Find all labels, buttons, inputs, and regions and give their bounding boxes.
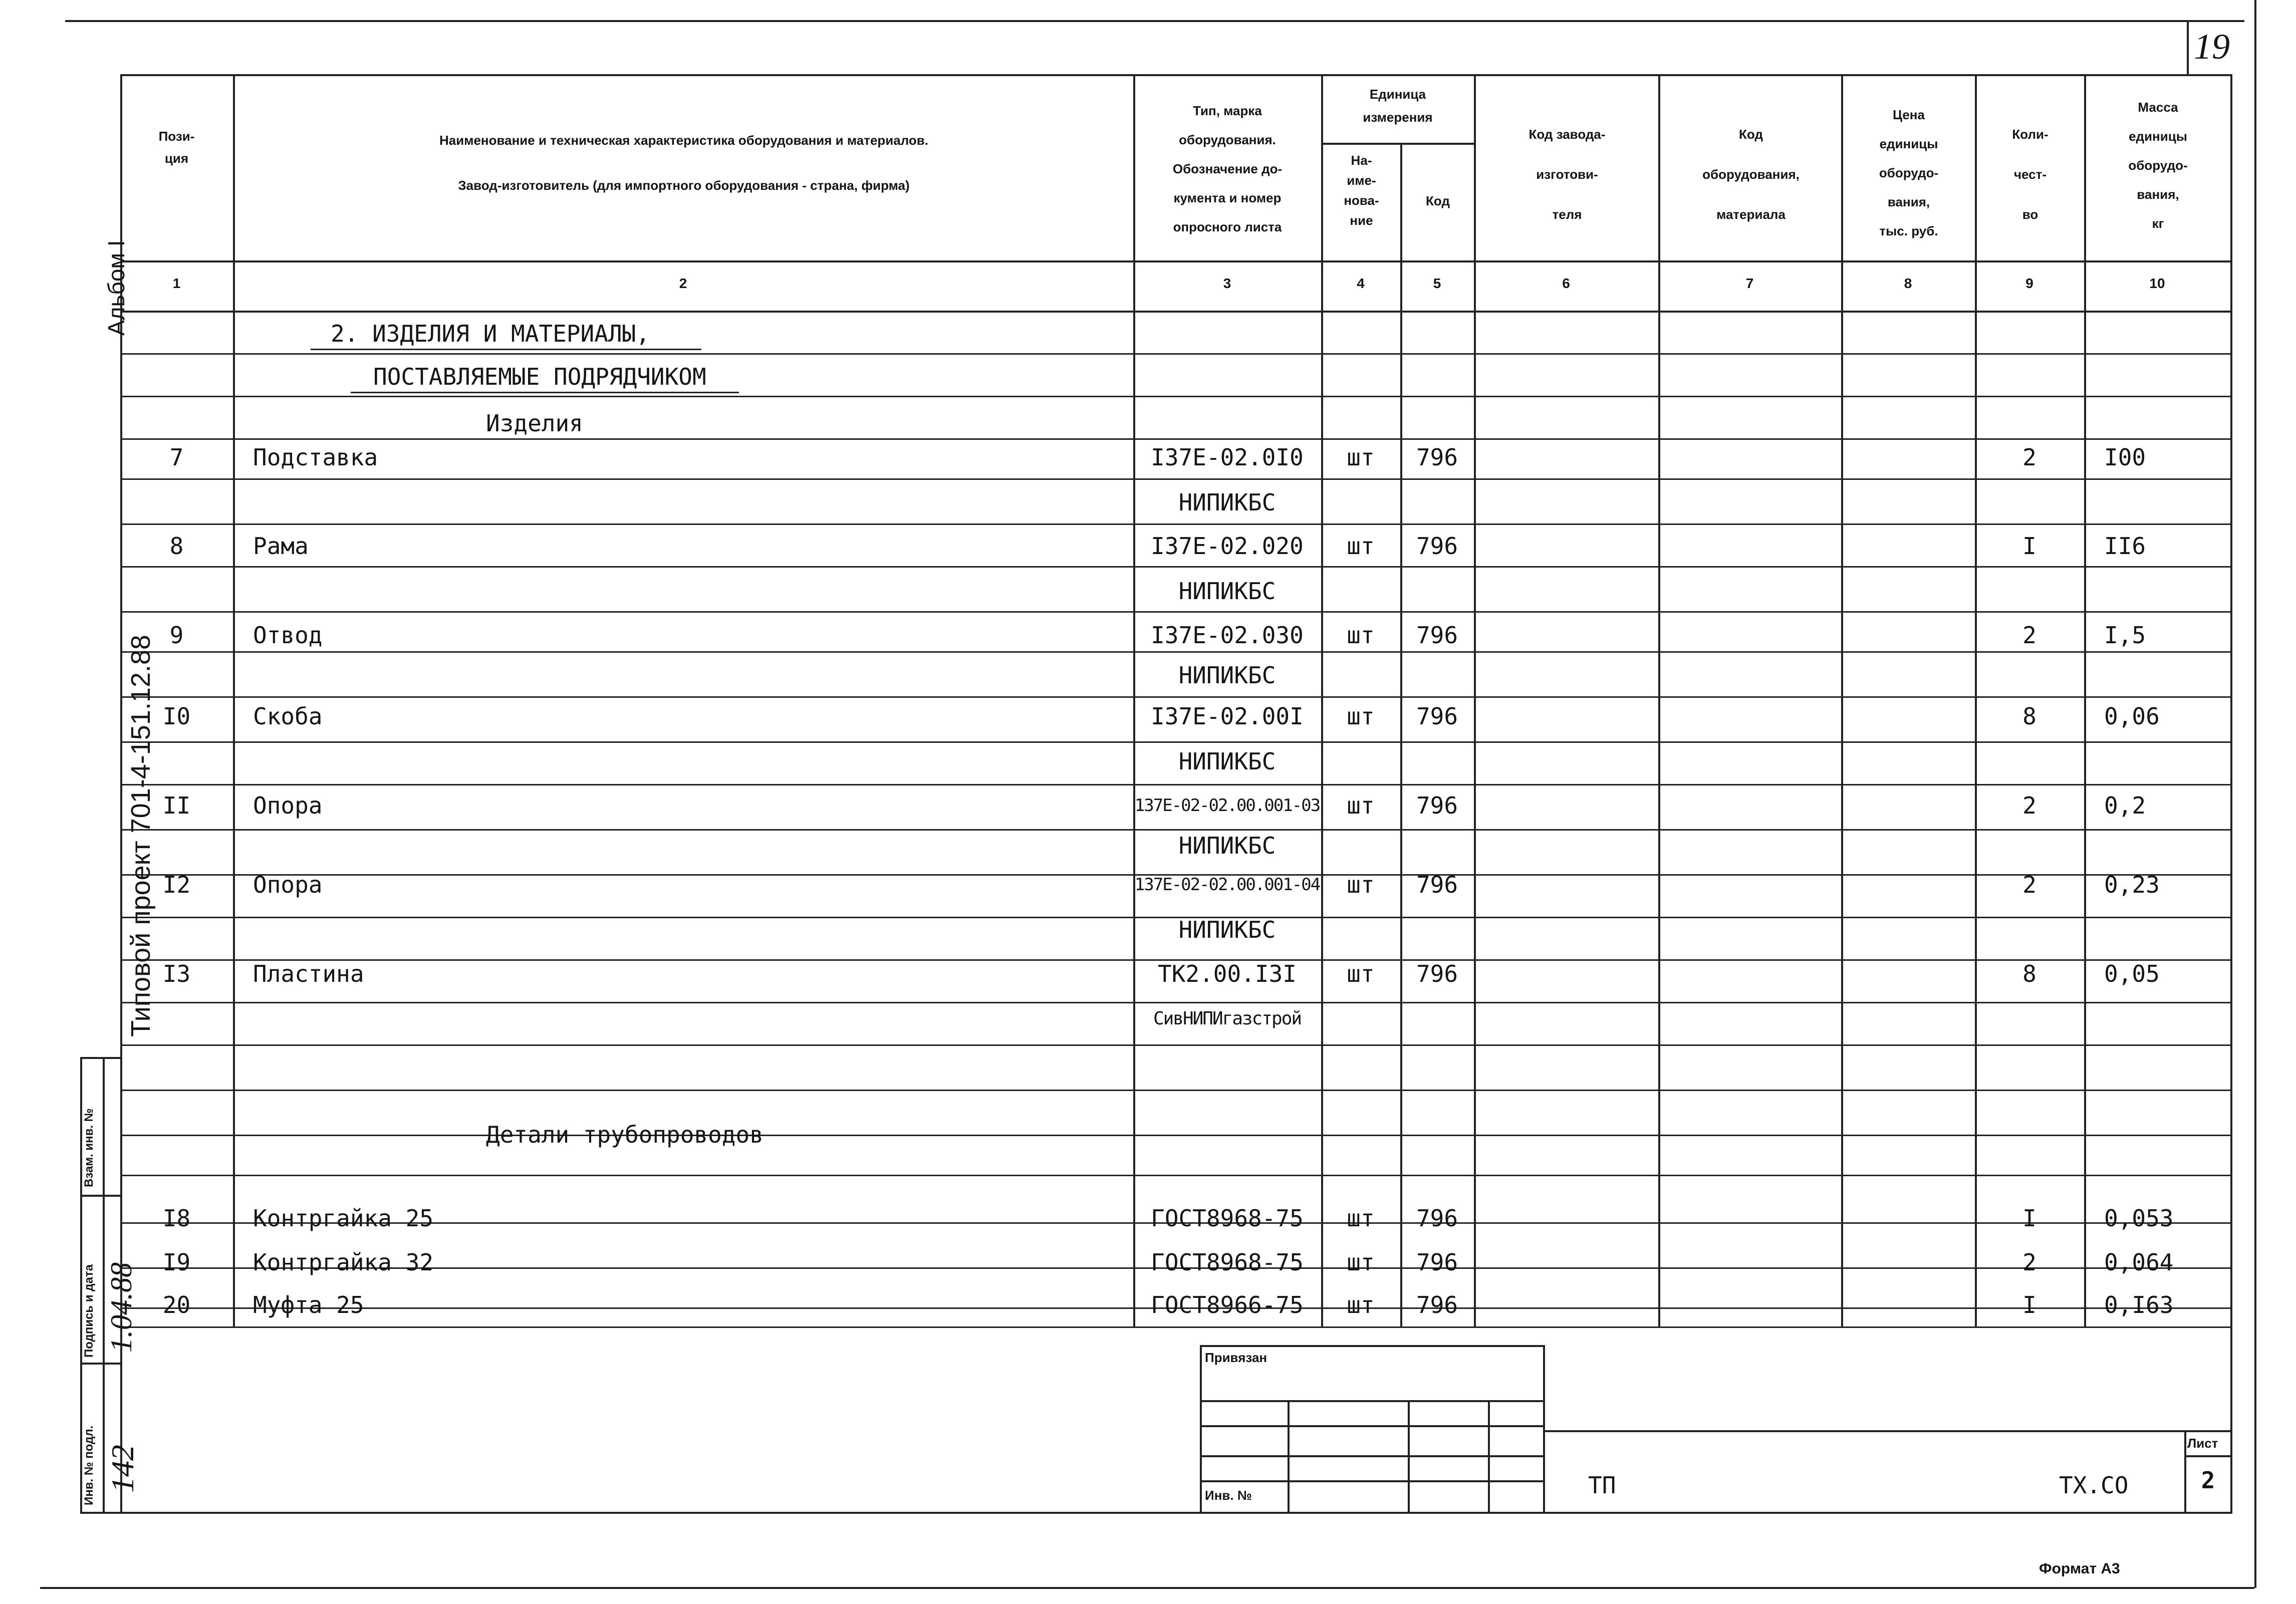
item-row-pos: 7 — [169, 444, 184, 471]
item-row-name: Отвод — [253, 622, 323, 649]
header-unit-name: На- име- нова- ние — [1344, 153, 1379, 228]
col-number: 6 — [1562, 276, 1570, 291]
inv-orig-value: 142 — [105, 1445, 140, 1493]
item-row-code: 796 — [1416, 871, 1458, 898]
item-row-pos: 8 — [169, 532, 184, 560]
item-row-unit: шт — [1347, 703, 1375, 730]
table-row-line — [120, 523, 2232, 525]
item-row-mass: II6 — [2104, 532, 2146, 560]
part-row-unit: шт — [1347, 1205, 1375, 1232]
item-row-designation: ТК2.00.I3I — [1158, 960, 1297, 987]
section-subtitle-items: Изделия — [486, 410, 583, 437]
page-number: 19 — [2194, 27, 2230, 67]
item-row-name: Скоба — [253, 703, 323, 730]
item-row-qty: I — [2022, 532, 2036, 560]
part-row-name: Контргайка 25 — [253, 1205, 434, 1232]
item-row-mass: 0,05 — [2104, 960, 2160, 987]
stamp-tp: ТП — [1588, 1472, 1616, 1499]
item-row-unit: шт — [1347, 792, 1375, 819]
item-row-org: НИПИКБС — [1178, 832, 1276, 859]
part-row-qty: 2 — [2022, 1249, 2036, 1276]
part-row-unit: шт — [1347, 1249, 1375, 1276]
item-row-designation: I37E-02.020 — [1151, 532, 1304, 560]
part-row-name: Контргайка 32 — [253, 1249, 434, 1276]
part-row-pos: 20 — [162, 1291, 191, 1318]
item-row-qty: 2 — [2022, 622, 2036, 649]
part-row-qty: I — [2022, 1205, 2036, 1232]
part-row-pos: I9 — [162, 1249, 191, 1276]
inv-orig-label: Инв. № подл. — [82, 1425, 96, 1505]
item-row-qty: 2 — [2022, 792, 2036, 819]
part-row-designation: ГОСТ8966-75 — [1151, 1291, 1304, 1318]
item-row-pos: I3 — [162, 960, 191, 987]
header-position: Пози- ция — [158, 129, 195, 166]
item-row-org: НИПИКБС — [1178, 662, 1276, 689]
stamp-sheet-label: Лист — [2187, 1436, 2218, 1451]
item-row-mass: 0,2 — [2104, 792, 2146, 819]
part-row-name: Муфта 25 — [253, 1291, 364, 1318]
col-number: 4 — [1357, 276, 1365, 291]
frame-bottom — [80, 1512, 2232, 1514]
item-row-qty: 2 — [2022, 444, 2036, 471]
item-row-code: 796 — [1416, 444, 1458, 471]
item-row-designation: 137E-02-02.00.001-04 — [1134, 875, 1320, 895]
item-row-code: 796 — [1416, 960, 1458, 987]
item-row-org: НИПИКБС — [1178, 489, 1276, 516]
part-row-unit: шт — [1347, 1291, 1375, 1318]
col-number: 5 — [1433, 276, 1441, 291]
header-name: Наименование и техническая характеристика оборудования и материалов. Завод-изготовитель (для импортного оборудования - страна, фирма) — [439, 133, 928, 193]
table-row-line — [120, 784, 2232, 785]
header-unit-code: Код — [1426, 193, 1450, 208]
album-label: Альбом I — [103, 240, 129, 336]
item-row-code: 796 — [1416, 703, 1458, 730]
col-number: 1 — [172, 276, 181, 291]
col-number: 9 — [2025, 276, 2033, 291]
item-row-unit: шт — [1347, 532, 1375, 560]
item-row-mass: I,5 — [2104, 622, 2146, 649]
item-row-org: НИПИКБС — [1178, 748, 1276, 775]
col-number: 10 — [2149, 276, 2165, 291]
frame-right-outer — [2254, 0, 2256, 1588]
item-row-designation: 137E-02-02.00.001-03 — [1134, 795, 1320, 816]
stamp-code: ТХ.СО — [2059, 1472, 2129, 1499]
item-row-mass: 0,06 — [2104, 703, 2160, 730]
header-mass: Масса единицы оборудо- вания, кг — [2128, 100, 2188, 231]
inv-subst-label: Взам. инв. № — [82, 1108, 96, 1187]
item-row-pos: I2 — [162, 871, 191, 898]
item-row-unit: шт — [1347, 960, 1375, 987]
item-row-name: Опора — [253, 871, 323, 898]
table-row-line — [120, 651, 2232, 653]
item-row-qty: 8 — [2022, 703, 2036, 730]
part-row-code: 796 — [1416, 1205, 1458, 1232]
stamp-inv-no: Инв. № — [1205, 1488, 1252, 1503]
section-title-1: 2. ИЗДЕЛИЯ И МАТЕРИАЛЫ, — [331, 320, 650, 347]
table-row-line — [120, 1175, 2232, 1176]
item-row-pos: I0 — [162, 703, 191, 730]
table-row-line — [120, 353, 2232, 355]
item-row-name: Подставка — [253, 444, 378, 471]
header-price: Цена единицы оборудо- вания, тыс. руб. — [1879, 107, 1939, 238]
table-row-line — [120, 396, 2232, 397]
item-row-code: 796 — [1416, 792, 1458, 819]
item-row-mass: I00 — [2104, 444, 2146, 471]
header-factory-code: Код завода- изготови- теля — [1528, 127, 1606, 222]
table-top — [120, 74, 2232, 76]
section-title-2: ПОСТАВЛЯЕМЫЕ ПОДРЯДЧИКОМ — [373, 363, 706, 390]
table-row-line — [120, 438, 2232, 440]
item-row-code: 796 — [1416, 532, 1458, 560]
col-number: 2 — [679, 276, 687, 291]
sign-date-label: Подпись и дата — [82, 1264, 96, 1358]
item-row-designation: I37E-02.00I — [1151, 703, 1304, 730]
item-row-code: 796 — [1416, 622, 1458, 649]
header-type: Тип, марка оборудования. Обозначение до- кумента и номер опросного листа — [1172, 103, 1283, 234]
table-row-line — [120, 478, 2232, 480]
part-row-code: 796 — [1416, 1291, 1458, 1318]
table-row-line — [120, 566, 2232, 568]
table-row-line — [120, 1326, 2232, 1328]
header-unit: Единица измерения — [1363, 87, 1433, 125]
item-row-unit: шт — [1347, 444, 1375, 471]
item-row-mass: 0,23 — [2104, 871, 2160, 898]
col-number: 3 — [1223, 276, 1231, 291]
part-row-pos: I8 — [162, 1205, 191, 1232]
header-quantity: Коли- чест- во — [2012, 127, 2049, 222]
table-row-line — [120, 1044, 2232, 1046]
part-row-mass: 0,I63 — [2104, 1291, 2174, 1318]
item-row-designation: I37E-02.030 — [1151, 622, 1304, 649]
bottom-rule — [40, 1587, 2254, 1589]
col-number: 7 — [1745, 276, 1754, 291]
part-row-qty: I — [2022, 1291, 2036, 1318]
item-row-name: Пластина — [253, 960, 364, 987]
project-label: Типовой проект 701-4-151.12.88 — [126, 635, 156, 1037]
item-row-qty: 2 — [2022, 871, 2036, 898]
part-row-designation: ГОСТ8968-75 — [1151, 1249, 1304, 1276]
section-subtitle-parts: Детали трубопроводов — [486, 1121, 763, 1148]
table-row-line — [120, 1135, 2232, 1136]
table-row-line — [120, 1090, 2232, 1091]
col-number: 8 — [1904, 276, 1912, 291]
table-row-line — [120, 611, 2232, 613]
part-row-code: 796 — [1416, 1249, 1458, 1276]
top-rule — [65, 20, 2244, 22]
item-row-qty: 8 — [2022, 960, 2036, 987]
item-row-designation: I37E-02.0I0 — [1151, 444, 1304, 471]
item-row-pos: II — [162, 792, 191, 819]
sign-date-value: 1.04.88 — [105, 1262, 138, 1353]
item-row-org: НИПИКБС — [1178, 578, 1276, 605]
frame-right — [2230, 75, 2232, 1513]
format-label: Формат А3 — [2039, 1560, 2120, 1577]
item-row-pos: 9 — [169, 622, 184, 649]
item-row-unit: шт — [1347, 622, 1375, 649]
part-row-designation: ГОСТ8968-75 — [1151, 1205, 1304, 1232]
stamp-sheet: 2 — [2201, 1467, 2215, 1494]
item-row-name: Рама — [253, 532, 309, 560]
table-row-line — [120, 696, 2232, 698]
stamp-attached: Привязан — [1205, 1350, 1267, 1365]
table-row-line — [120, 1002, 2232, 1003]
item-row-name: Опора — [253, 792, 323, 819]
item-row-org: СивНИПИгазстрой — [1153, 1008, 1302, 1029]
table-row-line — [120, 741, 2232, 743]
part-row-mass: 0,064 — [2104, 1249, 2174, 1276]
item-row-unit: шт — [1347, 871, 1375, 898]
item-row-org: НИПИКБС — [1178, 916, 1276, 943]
part-row-mass: 0,053 — [2104, 1205, 2174, 1232]
header-equipment-code: Код оборудования, материала — [1702, 127, 1800, 222]
